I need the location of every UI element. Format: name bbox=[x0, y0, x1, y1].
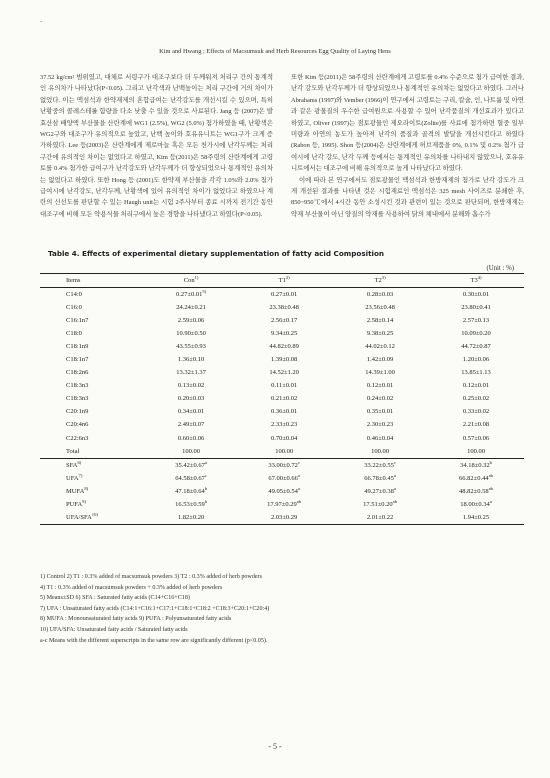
value-superscript: ab bbox=[488, 472, 493, 478]
value-cell bbox=[236, 392, 332, 405]
row-item-label: C16:1n7 bbox=[66, 317, 89, 325]
table-body bbox=[40, 288, 524, 525]
value-cell bbox=[332, 379, 428, 392]
table-row bbox=[40, 340, 524, 353]
value-text: 1.20±0.06 bbox=[462, 356, 490, 364]
value-cell bbox=[428, 314, 524, 327]
value-cell bbox=[236, 314, 332, 327]
value-cell bbox=[146, 485, 236, 498]
value-text: 0.24±0.02 bbox=[366, 395, 394, 403]
value-text: 0.30±0.01 bbox=[462, 291, 490, 299]
header-t2 bbox=[332, 274, 428, 288]
fatty-acid-table bbox=[40, 273, 524, 525]
value-cell bbox=[428, 301, 524, 314]
value-cell bbox=[332, 353, 428, 366]
header-label: T3 bbox=[470, 277, 478, 284]
value-text: 1.36±0.10 bbox=[177, 356, 205, 364]
value-text: 2.03±0.29 bbox=[270, 513, 298, 521]
row-item-cell bbox=[40, 498, 146, 511]
value-cell bbox=[332, 498, 428, 511]
row-item-label: C14:0 bbox=[66, 291, 82, 299]
value-cell bbox=[146, 366, 236, 379]
footnote: 5) Means±SD 6) SFA : Saturated fatty acids (C14+C16+C18) bbox=[40, 595, 190, 602]
row-item-footnote-mark: 10) bbox=[91, 511, 98, 517]
value-superscript: a bbox=[489, 498, 492, 504]
header-label: T2 bbox=[374, 277, 382, 284]
value-text: 0.36±0.01 bbox=[270, 408, 298, 416]
header-items bbox=[40, 274, 146, 288]
value-cell bbox=[236, 458, 332, 472]
row-item-cell bbox=[40, 379, 146, 392]
value-text: 64.58±0.67 bbox=[175, 474, 205, 482]
value-text: 9.38±0.25 bbox=[366, 330, 394, 338]
value-cell bbox=[146, 445, 236, 459]
table-row bbox=[40, 379, 524, 392]
value-cell bbox=[332, 314, 428, 327]
value-text: 1.94±0.25 bbox=[462, 513, 490, 521]
value-cell bbox=[236, 418, 332, 431]
row-item-label: C20:1n9 bbox=[66, 408, 89, 416]
value-cell bbox=[428, 472, 524, 485]
value-cell bbox=[236, 340, 332, 353]
value-text: 43.55±0.93 bbox=[176, 343, 206, 351]
value-cell bbox=[332, 472, 428, 485]
value-text: 10.09±0.20 bbox=[461, 330, 491, 338]
row-item-label: C18:2n6 bbox=[66, 369, 89, 377]
value-cell bbox=[428, 353, 524, 366]
row-item-cell bbox=[40, 340, 146, 353]
value-superscript: c bbox=[204, 472, 207, 478]
value-superscript: a bbox=[393, 472, 396, 478]
value-cell bbox=[428, 418, 524, 431]
value-cell bbox=[332, 327, 428, 340]
value-cell bbox=[236, 485, 332, 498]
value-cell bbox=[428, 405, 524, 418]
value-cell bbox=[146, 379, 236, 392]
header-footnote-mark: 4) bbox=[477, 274, 482, 280]
value-text: 0.27±0.01 bbox=[270, 291, 298, 299]
value-cell bbox=[428, 288, 524, 302]
row-item-footnote-mark: 7) bbox=[78, 472, 83, 478]
table-row bbox=[40, 511, 524, 525]
value-text: 0.60±0.06 bbox=[177, 434, 205, 442]
value-superscript: c bbox=[297, 459, 300, 465]
value-text: 17.51±0.20 bbox=[363, 500, 393, 508]
value-cell bbox=[236, 366, 332, 379]
row-item-cell bbox=[40, 511, 146, 525]
value-text: 49.27±0.38 bbox=[364, 487, 394, 495]
table-row bbox=[40, 485, 524, 498]
row-item-cell bbox=[40, 314, 146, 327]
value-superscript: a bbox=[393, 485, 396, 491]
row-item-label: SFA bbox=[66, 461, 78, 469]
footnotes bbox=[40, 572, 524, 646]
value-text: 2.58±0.14 bbox=[366, 317, 394, 325]
value-cell bbox=[332, 511, 428, 525]
value-text: 34.18±0.32 bbox=[460, 461, 490, 469]
value-cell bbox=[428, 327, 524, 340]
value-text: 0.34±0.01 bbox=[177, 408, 205, 416]
header-footnote-mark: 2) bbox=[285, 274, 290, 280]
value-cell bbox=[146, 392, 236, 405]
header-con bbox=[146, 274, 236, 288]
value-cell bbox=[428, 392, 524, 405]
value-text: 100.00 bbox=[371, 447, 389, 455]
row-item-footnote-mark: 6) bbox=[77, 459, 82, 465]
row-item-label: C22:6n3 bbox=[66, 434, 89, 442]
table-row bbox=[40, 432, 524, 445]
value-cell bbox=[428, 511, 524, 525]
table-row bbox=[40, 301, 524, 314]
value-cell bbox=[236, 445, 332, 459]
value-superscript: ab bbox=[488, 485, 493, 491]
value-cell bbox=[428, 379, 524, 392]
corner-mark: · bbox=[40, 18, 43, 26]
value-cell bbox=[332, 340, 428, 353]
row-item-cell bbox=[40, 418, 146, 431]
value-cell bbox=[146, 314, 236, 327]
table-row bbox=[40, 458, 524, 472]
value-text: 49.05±0.54 bbox=[268, 487, 298, 495]
value-cell bbox=[236, 432, 332, 445]
value-text: 17.97±0.29 bbox=[267, 500, 297, 508]
footnote: 4) T1 : 0.3% added of macsumsuk powders + 0.3% added of herb powders bbox=[40, 584, 223, 591]
value-cell bbox=[428, 458, 524, 472]
value-text: 44.82±0.89 bbox=[269, 343, 299, 351]
value-cell bbox=[146, 418, 236, 431]
running-header: Kim and Hwang ; Effects of Macsumsuk and Herb Resources Egg Quality of Laying Hens bbox=[159, 48, 391, 55]
row-item-footnote-mark: 9) bbox=[82, 498, 86, 504]
row-item-label: C18:1n7 bbox=[66, 356, 89, 364]
left-column bbox=[40, 72, 273, 220]
header-label: T1 bbox=[278, 277, 286, 284]
value-cell bbox=[236, 379, 332, 392]
row-item-footnote-mark: 8) bbox=[84, 485, 89, 491]
table-row bbox=[40, 353, 524, 366]
value-cell bbox=[236, 327, 332, 340]
header-footnote-mark: 3) bbox=[381, 274, 386, 280]
table-row bbox=[40, 405, 524, 418]
value-text: 14.39±1.00 bbox=[365, 369, 395, 377]
value-superscript: 5) bbox=[202, 288, 207, 294]
value-superscript: a bbox=[297, 485, 300, 491]
value-text: 2.21±0.08 bbox=[462, 421, 490, 429]
value-cell bbox=[236, 353, 332, 366]
value-text: 23.80±0.41 bbox=[461, 304, 491, 312]
value-text: 100.00 bbox=[467, 447, 485, 455]
value-cell bbox=[146, 327, 236, 340]
row-item-label: C20:4n6 bbox=[66, 421, 89, 429]
value-text: 33.22±0.55 bbox=[364, 461, 394, 469]
row-item-cell bbox=[40, 288, 146, 302]
value-superscript: b bbox=[489, 459, 492, 465]
value-cell bbox=[146, 301, 236, 314]
row-item-label: PUFA bbox=[66, 500, 83, 508]
value-text: 100.00 bbox=[275, 447, 294, 455]
value-superscript: ab bbox=[392, 498, 398, 504]
value-cell bbox=[332, 418, 428, 431]
value-cell bbox=[428, 485, 524, 498]
value-cell bbox=[146, 405, 236, 418]
value-text: 0.46±0.04 bbox=[366, 434, 394, 442]
table-row bbox=[40, 366, 524, 379]
table-row bbox=[40, 314, 524, 327]
value-text: 2.59±0.06 bbox=[177, 317, 205, 325]
value-text: 16.53±0.59 bbox=[175, 500, 205, 508]
right-paragraph-1: 또한 Kim 등(2011)은 58주령의 산란계에게 고령토를 0.4% 수준으로 첨가 급여한 결과, 난각 강도와 난각두께가 더 향상되었으나 통계적인 유의차는 없었다고 하였다. 그러나 Abrahams (1997)와 Vember (1966)이 연구에서 고령토는 구리, 칼슘, 인, 나트륨 및 아연과 같은 광물질의 우수한 급여원으로 사용할 수 있어 난각품질의 개선효과가 있다고 하였고, Oliver (1997)는 점토광물인 제오라이트(Zolite)를 사료에 첨가하면 혈중 일부미량과 아연의 농도가 높아져 난각의 품질과 골격의 발달을 개선시킨다고 하였다(Rabon 등, 1995). Shon 등(2004)은 산란계에게 허브제품을 0%, 0.1% 및 0.2% 첨가 급여시에 난각 강도, 난각 두께 등에서는 통계적인 유의차를 나타내지 않았으나, 호유유니트에서는 대조구에 비해 유의적으로 높게 나타났다고 하였다. bbox=[291, 74, 524, 173]
right-paragraph-2: 이에 따라 본 연구에서도 점토광물인 맥섬석과 한방재제의 첨가로 난각 강도가 크게 개선된 결과를 나타낸 것은 시험재료인 맥섬석은 325 mesh 사이즈로 분쇄한 후, 850~950℃에서 4시간 동안 소성시킨 것과 관련이 있는 것으로 판단되며, 한방재제는 약재 부산물이 아닌 양질의 약재를 사용하여 닭의 체내에서 분해와 흡수가 bbox=[291, 176, 524, 218]
footnote: 1) Control 2) T1 : 0.3% added of macsumsuk powders 3) T2 : 0.3% added of herb powders bbox=[40, 574, 262, 580]
row-item-label: C18:3n3 bbox=[66, 382, 89, 390]
value-text: 0.11±0.01 bbox=[271, 382, 298, 390]
row-item-label: C18:1n9 bbox=[66, 343, 89, 351]
value-text: 1.82±0.20 bbox=[177, 513, 205, 521]
value-text: 33.00±0.72 bbox=[268, 461, 298, 469]
value-superscript: b bbox=[204, 498, 208, 504]
header-label: Items bbox=[66, 277, 81, 284]
value-cell bbox=[236, 498, 332, 511]
header-label: Con bbox=[183, 277, 195, 284]
value-text: 2.57±0.13 bbox=[462, 317, 490, 325]
value-superscript: a bbox=[297, 472, 300, 478]
header-footnote-mark: 1) bbox=[194, 274, 199, 280]
body-columns bbox=[40, 72, 524, 220]
row-item-label: MUFA bbox=[66, 487, 85, 495]
table-row bbox=[40, 472, 524, 485]
value-text: 13.32±1.37 bbox=[176, 369, 206, 377]
value-text: 18.00±0.34 bbox=[460, 500, 490, 508]
right-column bbox=[291, 72, 524, 220]
row-item-cell bbox=[40, 472, 146, 485]
value-text: 0.20±0.03 bbox=[177, 395, 205, 403]
table-unit: (Unit : %) bbox=[486, 265, 514, 272]
value-text: 47.18±0.64 bbox=[175, 487, 205, 495]
value-text: 0.21±0.02 bbox=[270, 395, 298, 403]
value-cell bbox=[332, 392, 428, 405]
table-row bbox=[40, 392, 524, 405]
value-superscript: b bbox=[204, 485, 208, 491]
value-text: 0.33±0.02 bbox=[462, 408, 490, 416]
value-cell bbox=[236, 405, 332, 418]
value-text: 13.85±1.13 bbox=[461, 369, 491, 377]
value-text: 0.12±0.01 bbox=[462, 382, 490, 390]
header-t1 bbox=[236, 274, 332, 288]
value-text: 2.01±0.22 bbox=[366, 513, 394, 521]
row-item-cell bbox=[40, 432, 146, 445]
value-text: 0.35±0.01 bbox=[366, 408, 394, 416]
row-item-label: C18:3n3 bbox=[66, 395, 89, 403]
row-item-label: UFA bbox=[66, 474, 79, 482]
value-cell bbox=[332, 445, 428, 459]
value-text: 24.24±0.21 bbox=[176, 304, 206, 312]
row-item-label: C18:0 bbox=[66, 330, 82, 338]
row-item-cell bbox=[40, 301, 146, 314]
value-cell bbox=[146, 511, 236, 525]
value-text: 48.82±0.58 bbox=[459, 487, 489, 495]
value-cell bbox=[236, 472, 332, 485]
row-item-cell bbox=[40, 392, 146, 405]
table-row bbox=[40, 418, 524, 431]
value-text: 67.00±0.66 bbox=[268, 474, 298, 482]
value-text: 0.25±0.02 bbox=[462, 395, 490, 403]
value-text: 23.56±0.48 bbox=[365, 304, 395, 312]
value-cell bbox=[146, 498, 236, 511]
value-text: 1.42±0.09 bbox=[366, 356, 394, 364]
value-cell bbox=[332, 366, 428, 379]
row-item-cell bbox=[40, 366, 146, 379]
header-t3 bbox=[428, 274, 524, 288]
footnote: 7) UFA : Unsaturated fatty acids (C14:1+C16:1+C17:1+C18:1+C18:2 +C18:3+C20:1+C20:4) bbox=[40, 605, 270, 612]
footnote: 8) MUFA : Monounsaturated fatty acids 9) PUFA : Polyunsaturated fatty acids bbox=[40, 616, 232, 623]
value-text: 2.33±0.23 bbox=[270, 421, 298, 429]
row-item-cell bbox=[40, 353, 146, 366]
value-text: 66.78±0.45 bbox=[364, 474, 394, 482]
value-text: 2.49±0.07 bbox=[177, 421, 205, 429]
value-cell bbox=[146, 288, 236, 302]
value-text: 0.70±0.04 bbox=[270, 434, 298, 442]
value-text: 10.90±0.50 bbox=[176, 330, 206, 338]
value-superscript: a bbox=[204, 459, 207, 465]
value-cell bbox=[146, 458, 236, 472]
value-text: 0.27±0.01 bbox=[176, 291, 203, 299]
value-cell bbox=[146, 353, 236, 366]
value-cell bbox=[236, 511, 332, 525]
value-cell bbox=[332, 458, 428, 472]
value-cell bbox=[146, 472, 236, 485]
row-item-cell bbox=[40, 445, 146, 459]
row-item-label: Total bbox=[66, 447, 80, 455]
table-row bbox=[40, 498, 524, 511]
row-item-cell bbox=[40, 405, 146, 418]
value-cell bbox=[428, 445, 524, 459]
value-text: 2.56±0.17 bbox=[270, 317, 298, 325]
table-header-row bbox=[40, 274, 524, 288]
value-text: 0.28±0.03 bbox=[366, 291, 394, 299]
value-cell bbox=[332, 432, 428, 445]
value-cell bbox=[236, 301, 332, 314]
value-text: 0.57±0.06 bbox=[462, 434, 490, 442]
value-cell bbox=[428, 432, 524, 445]
table-row bbox=[40, 327, 524, 340]
value-cell bbox=[332, 405, 428, 418]
row-item-cell bbox=[40, 327, 146, 340]
value-cell bbox=[428, 498, 524, 511]
row-item-label: C16:0 bbox=[66, 304, 82, 312]
table-row bbox=[40, 445, 524, 459]
value-cell bbox=[146, 340, 236, 353]
value-text: 44.72±0.87 bbox=[461, 343, 491, 351]
value-cell bbox=[428, 366, 524, 379]
value-text: 2.30±0.23 bbox=[366, 421, 394, 429]
table-title: Table 4. Effects of experimental dietary supplementation of fatty acid Composition bbox=[48, 249, 385, 258]
value-text: 35.42±0.67 bbox=[175, 461, 205, 469]
row-item-cell bbox=[40, 485, 146, 498]
value-cell bbox=[332, 288, 428, 302]
value-cell bbox=[146, 432, 236, 445]
value-text: 9.34±0.25 bbox=[270, 330, 298, 338]
footnote: 10) UFA/SFA: Unsaturated fatty acids / Saturated fatty acids bbox=[40, 626, 188, 633]
footnote: a-c Means with the different superscripts in the same row are significantly different (p<0.05). bbox=[40, 637, 268, 644]
value-text: 1.39±0.08 bbox=[270, 356, 298, 364]
page-number: - 5 - bbox=[268, 742, 282, 751]
value-cell bbox=[428, 340, 524, 353]
value-text: 100.00 bbox=[182, 447, 201, 455]
value-cell bbox=[236, 288, 332, 302]
value-superscript: c bbox=[393, 459, 396, 465]
value-text: 66.82±0.44 bbox=[459, 474, 489, 482]
value-superscript: ab bbox=[296, 498, 302, 504]
row-item-cell bbox=[40, 458, 146, 472]
value-text: 0.13±0.02 bbox=[177, 382, 205, 390]
left-paragraph-1: 37.52 kg/cm² 범위였고, 대체로 서령구가 대조구보다 더 두께워져 처리구 간의 통계적인 유의차가 나타났다(P<0.05). 그리고 난각색과 난백높이는 처리 구간에 거의 차이가 없었다. 이는 맥섬석과 한약재제의 혼합급여는 난각강도를 개선시킬 수 있으며, 특히 난황중의 콜레스테롤 함량을 다소 낮출 수 있을 것으로 사료된다. Jang 등 (2007)은 발효산삼 배양액 부산물을 산란계에 WG1 (2.5%), WG2 (5.0%) 첨가하였을 때, 난황색은 WG2구와 대조구가 유의적으로 높았고, 난백 높이와 호유유니트는 WG1구가 크게 증가하였다. Lee 등(2003)은 산란계에게 제로마늘 혹은 모든 천가시에 난각두께는 처리구간에 유의적인 차이는 없었다고 하였고, Kim 등(2011)은 58주령의 산란계에게 고령토를 0.4% 첨가한 급여구가 난각강도와 난각두께가 더 향상되었으나 통계적인 유의차는 없었다고 하였다. 또한 Hong 등 (2001)도 한약재 부산물을 각각 1.0%와 2.0% 첨가 급여시에 난각강도, 난각두께, 난황색에 있어 유의적인 차이가 없었다고 하였으나 계란의 신선도를 판단할 수 있는 Haugh unit는 시험 2주사부터 종료 시까지 전기간 동안 대조구에 비해 모든 약용식물 처리구에서 높은 경향을 나타냈다고 하였다(P<0.05). bbox=[40, 74, 273, 218]
value-text: 23.38±0.48 bbox=[269, 304, 299, 312]
table-row bbox=[40, 288, 524, 302]
value-cell bbox=[332, 485, 428, 498]
value-text: 14.52±1.20 bbox=[269, 369, 299, 377]
value-text: 44.02±0.12 bbox=[365, 343, 395, 351]
row-item-label: UFA/SFA bbox=[66, 513, 92, 521]
value-cell bbox=[332, 301, 428, 314]
value-text: 0.12±0.01 bbox=[366, 382, 394, 390]
